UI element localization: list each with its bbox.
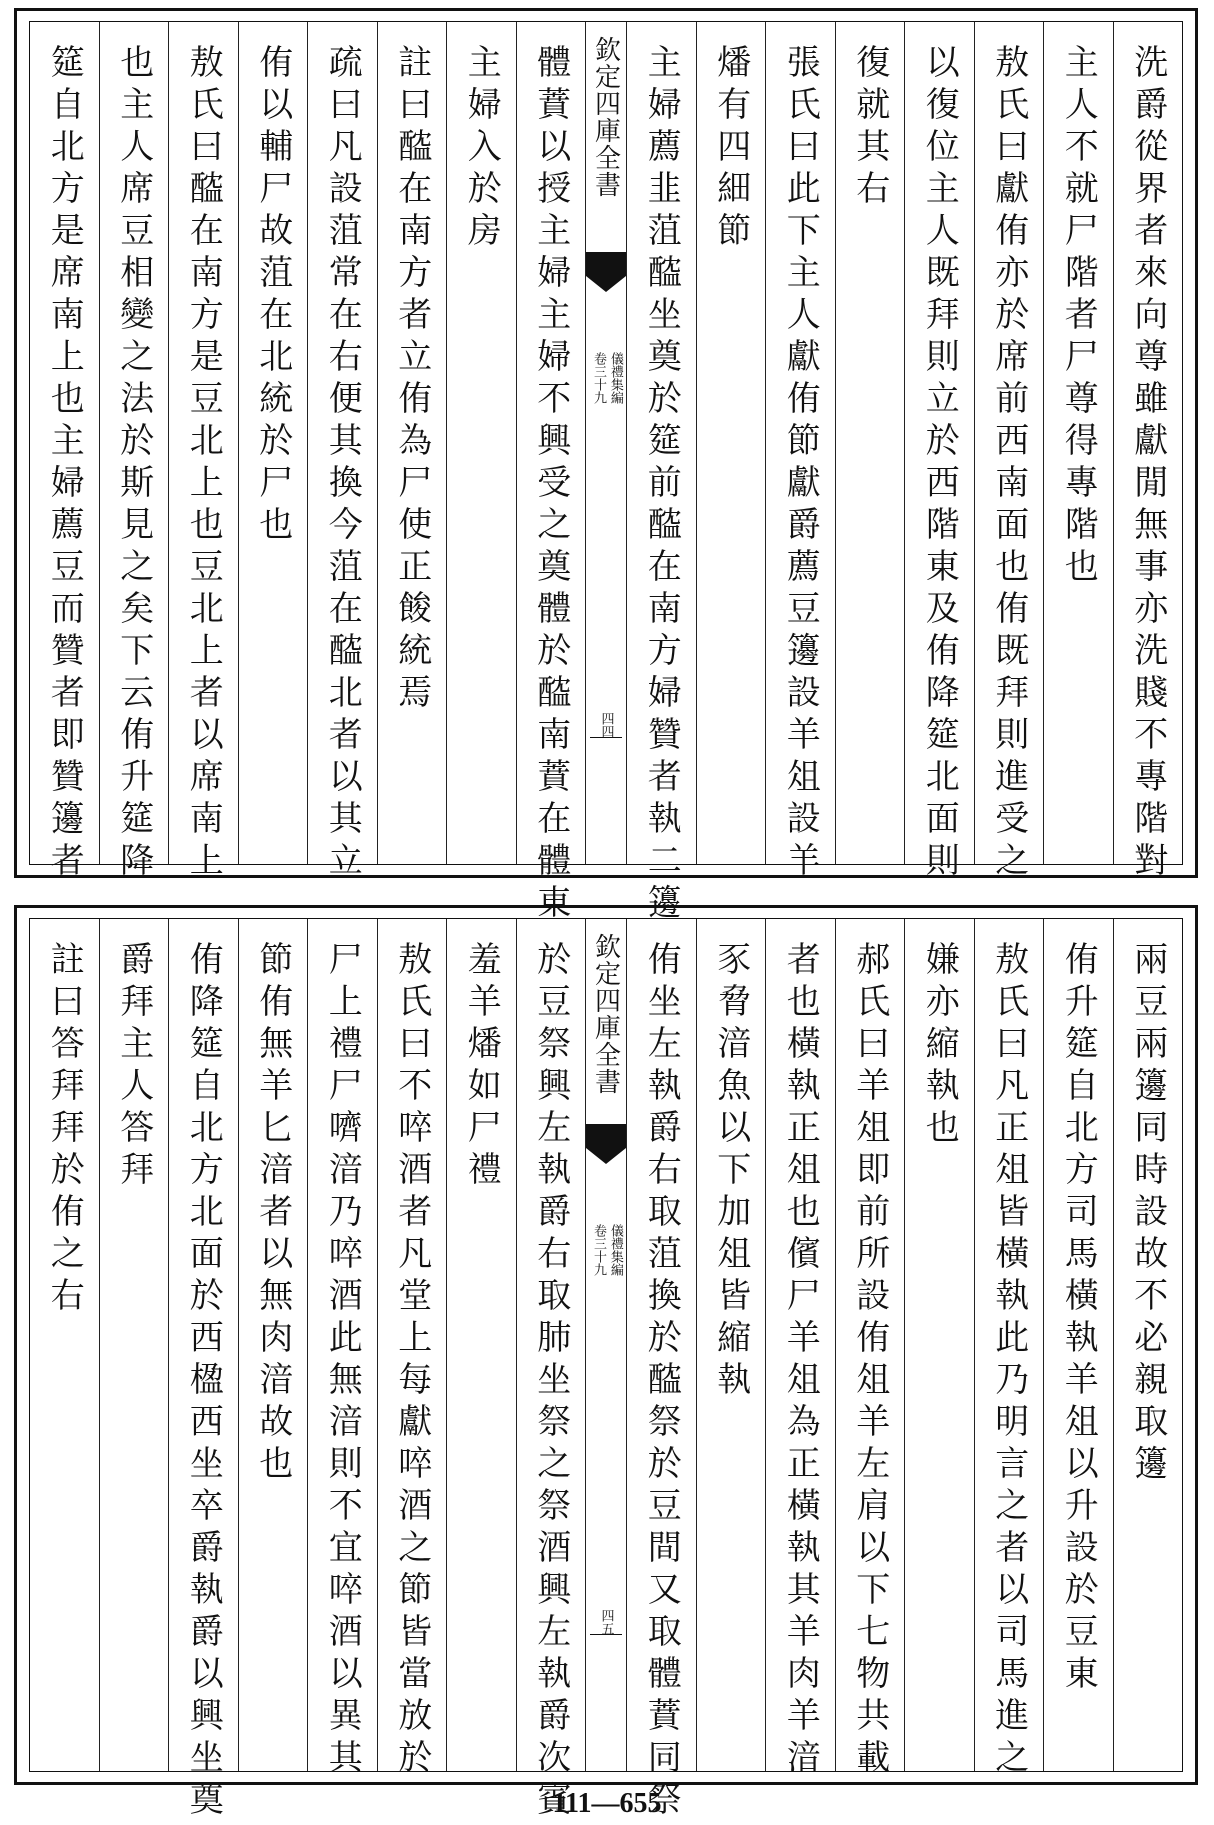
column-text: 註曰答拜拜於侑之右 bbox=[44, 941, 85, 1319]
text-column bbox=[446, 919, 516, 1771]
fishtail-mark bbox=[586, 252, 626, 292]
book-title: 欽定四庫全書 bbox=[590, 36, 621, 198]
column-text: 尸上禮尸嚌湆乃啐酒此無湆則不宜啐酒以異其 bbox=[322, 941, 363, 1781]
text-column bbox=[307, 919, 377, 1781]
page-footer-number: 111—655 bbox=[552, 1788, 662, 1819]
text-column bbox=[696, 919, 766, 1771]
column-text: 豕脅湆魚以下加俎皆縮執 bbox=[710, 941, 751, 1403]
column-text: 體蕡以授主婦主婦不興受之奠體於醓南蕡在體東 bbox=[530, 44, 571, 926]
column-text: 者也橫執正俎也儐尸羊俎為正橫執其羊肉羊湆 bbox=[780, 941, 821, 1781]
text-column bbox=[99, 22, 169, 884]
column-text: 復就其右 bbox=[849, 44, 890, 212]
column-text: 以復位主人既拜則立於西階東及侑降筵北面則 bbox=[919, 44, 960, 884]
text-column bbox=[835, 22, 905, 864]
column-text: 疏曰凡設菹常在右便其換今菹在醓北者以其立 bbox=[322, 44, 363, 884]
text-column bbox=[904, 22, 974, 884]
text-column bbox=[238, 22, 308, 864]
text-column bbox=[238, 919, 308, 1771]
text-column bbox=[99, 919, 169, 1771]
text-column bbox=[30, 22, 99, 884]
volume-label bbox=[589, 352, 623, 404]
divider bbox=[590, 737, 622, 738]
text-column bbox=[974, 919, 1044, 1781]
volume-number: 卷三十九 bbox=[591, 1224, 606, 1276]
book-title: 欽定四庫全書 bbox=[590, 933, 621, 1095]
column-text: 爵拜主人答拜 bbox=[113, 941, 154, 1193]
text-column bbox=[1113, 22, 1183, 884]
column-text: 張氏曰此下主人獻侑節獻爵薦豆籩設羊俎設羊 bbox=[780, 44, 821, 884]
text-column bbox=[516, 919, 586, 1823]
text-column bbox=[904, 919, 974, 1771]
column-text: 主人不就尸階者尸尊得專階也 bbox=[1058, 44, 1099, 590]
text-column bbox=[377, 919, 447, 1781]
column-text: 侑以輔尸故菹在北統於尸也 bbox=[252, 44, 293, 548]
text-column bbox=[974, 22, 1044, 884]
top-page-columns bbox=[29, 21, 1183, 926]
column-text: 也主人席豆相變之法於斯見之矣下云侑升筵降 bbox=[113, 44, 154, 884]
series-title: 儀禮集編 bbox=[607, 1224, 623, 1276]
column-text: 主婦入於房 bbox=[461, 44, 502, 254]
volume-number: 卷三十九 bbox=[591, 352, 606, 404]
text-column bbox=[1043, 919, 1113, 1771]
series-title: 儀禮集編 bbox=[607, 352, 623, 404]
text-column bbox=[30, 919, 99, 1771]
text-column bbox=[516, 22, 586, 926]
text-column bbox=[168, 919, 238, 1823]
text-column bbox=[835, 919, 905, 1781]
text-column bbox=[1113, 919, 1183, 1771]
text-column bbox=[446, 22, 516, 864]
column-text: 主婦薦韭菹醓坐奠於筵前醓在南方婦贊者執二籩 bbox=[641, 44, 682, 926]
text-column bbox=[765, 919, 835, 1781]
column-text: 敖氏曰獻侑亦於席前西南面也侑既拜則進受之 bbox=[988, 44, 1029, 884]
column-text: 節侑無羊匕湆者以無肉湆故也 bbox=[252, 941, 293, 1487]
top-page-frame bbox=[14, 8, 1198, 926]
column-text: 敖氏曰醓在南方是豆北上也豆北上者以席南上 bbox=[183, 44, 224, 884]
text-column bbox=[307, 22, 377, 884]
text-column bbox=[626, 22, 696, 926]
column-text: 侑坐左執爵右取菹換於醓祭於豆間又取體蕡同祭 bbox=[641, 941, 682, 1823]
column-text: 註曰醓在南方者立侑為尸使正餕統焉 bbox=[391, 44, 432, 716]
center-fold-column bbox=[585, 919, 626, 1771]
text-column bbox=[696, 22, 766, 864]
text-column bbox=[168, 22, 238, 884]
text-column bbox=[626, 919, 696, 1823]
column-text: 敖氏曰不啐酒者凡堂上每獻啐酒之節皆當放於 bbox=[391, 941, 432, 1781]
column-text: 洗爵從界者來向尊雖獻閒無事亦洗賤不專階對 bbox=[1127, 44, 1168, 884]
page-number: 四五 bbox=[598, 1609, 614, 1635]
text-column bbox=[765, 22, 835, 884]
column-text: 筵自北方是席南上也主婦薦豆而贊者即贊籩者 bbox=[44, 44, 85, 884]
column-text: 羞羊燔如尸禮 bbox=[461, 941, 502, 1193]
column-text: 於豆祭興左執爵右取肺坐祭之祭酒興左執爵次賓 bbox=[530, 941, 571, 1823]
column-text: 郝氏曰羊俎即前所設侑俎羊左肩以下七物共載 bbox=[849, 941, 890, 1781]
divider bbox=[590, 1634, 622, 1635]
column-text: 侑升筵自北方司馬橫執羊俎以升設於豆東 bbox=[1058, 941, 1099, 1697]
text-column bbox=[377, 22, 447, 864]
volume-label bbox=[589, 1224, 623, 1276]
column-text: 兩豆兩籩同時設故不必親取籩 bbox=[1127, 941, 1168, 1487]
column-text: 燔有四細節 bbox=[710, 44, 751, 254]
column-text: 侑降筵自北方北面於西楹西坐卒爵執爵以興坐奠 bbox=[183, 941, 224, 1823]
column-text: 敖氏曰凡正俎皆橫執此乃明言之者以司馬進之 bbox=[988, 941, 1029, 1781]
fishtail-mark bbox=[586, 1124, 626, 1164]
page-number: 四四 bbox=[598, 712, 614, 738]
center-fold-column bbox=[585, 22, 626, 864]
column-text: 嫌亦縮執也 bbox=[919, 941, 960, 1151]
text-column bbox=[1043, 22, 1113, 864]
